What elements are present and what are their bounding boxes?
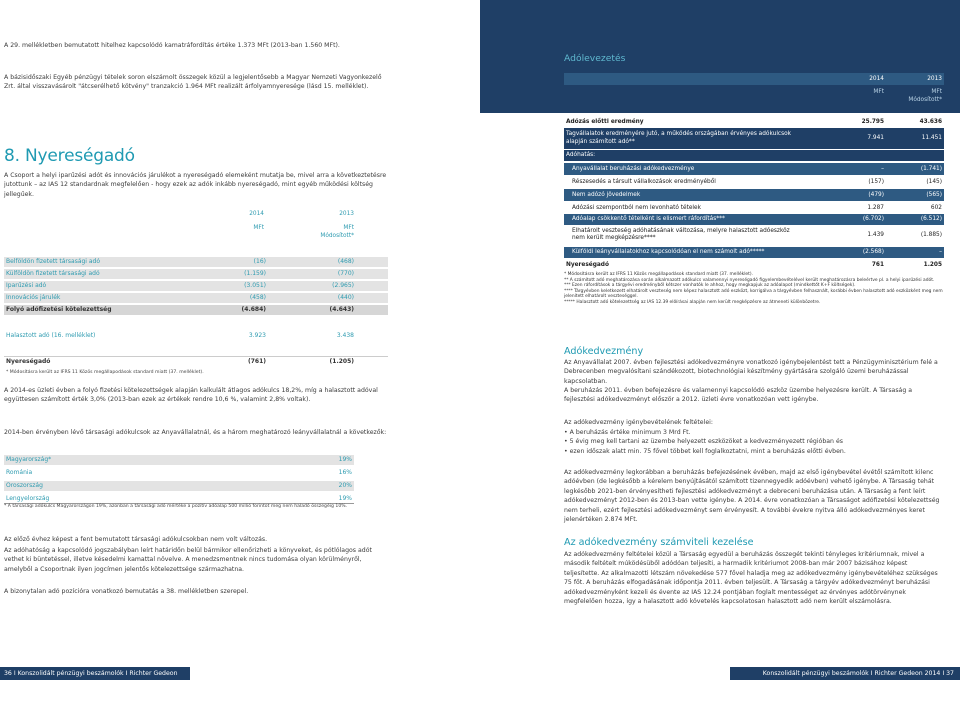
tax-col2-year: 2013: [339, 211, 354, 217]
reconciliation-title: Adólevezetés: [564, 53, 626, 64]
list-item: • ezen időszak alatt min. 75 fővel többet kell foglalkoztatni, mint a beruházás előtti évben.: [564, 447, 846, 455]
table-row-total: Folyó adófizetési kötelezettség (4.684) (4.643): [4, 305, 388, 315]
accounting-paragraph: Az adókedvezmény feltételei közül a Társaság egyedül a beruházás összegét tekinti tényleges kritériumnak, mivel a második feltételt múködésüből adódóan teljesíti, a harmadik kritériumot 2008-ban már 2007 bázisához képest teljesítette. Az alkalmazotti létszám növekedése 577 fővel haladja meg az adókedvezmény igénybevételéhez szükséges 75 főt. A beruházás elfogadásának időpontja 2011. évben teljesült. A Társaság a tárgyév adókedvezményt beruházási adókedvezményként kezeli és évente az IAS 12.24 pontjában foglalt mentességet az érvényes adótörvénynek megfelelően hozza, így a halasztott adó követelés kapcsolatosan halasztott adó nem került elszámolásra.: [564, 551, 938, 606]
table-row: Adóalap csökkentő tételként is elismert ráfordítás*** (6.702) (6.512): [564, 214, 944, 225]
tax-col1-year: 2014: [249, 211, 264, 217]
recon-note: * Módosításra került az IFRS 11 Közös megállapodások standard miatt (37. melléklet).: [564, 272, 753, 277]
tax-col2-note: Módosított*: [320, 233, 354, 239]
accounting-heading: Az adókedvezmény számviteli kezelése: [564, 537, 754, 548]
tax-credit-p1: Az Anyavállalat 2007. évben fejlesztési adókedvezményre vonatkozó igénybejelentést tett a Pénzügyminisztérium felé a Debrecenben megvalósítani szándékozott, biotechnológiai készítmény gyártására szolgáló üzemi beruházással kapcsolatban.: [564, 359, 938, 385]
table-row: Adózási szempontból nem levonható tételek 1.287 602: [564, 203, 944, 213]
left-footer: 36 I Konszolidált pénzügyi beszámolók I Richter Gedeon 2014: [0, 667, 190, 680]
table-row: Részesedés a társult vállalkozások eredményéből (157) (145): [564, 177, 944, 187]
tax-table: [4, 210, 388, 390]
recon-note: ** A számított adó meghatározása során alkalmazott adókulcs valamennyi nyereségadó figyelembevételével került meghatározásra beleértve pl. a helyi iparűzési adót.: [564, 277, 935, 283]
table-row: Elhatárolt veszteség adóhatásának változása, melyre halasztott adóeszköz nem került megképzésre**** 1.439 (1.885): [564, 226, 944, 245]
recon-note: ***** Halasztott adó kötelezettség az IAS 12.39 előírásai alapján nem került megképzésre az átmeneti különbözetre.: [564, 299, 821, 305]
recon-note: **** Tárgyévben keletkezett elhatárolt veszteség nem képez halasztott adó eszközt, korrigálva a tárgyévben felhasznált, korábbi évben halasztott adó eszközként meg nem jelenített elhatárolt veszteséggel.: [564, 288, 943, 300]
table-row: Románia 16%: [6, 469, 352, 476]
intro-paragraph-1: A 29. mellékletben bemutatott hitelhez kapcsolódó kamatráfordítás értéke 1.373 MFt (2013-ban 1.560 MFt).: [4, 42, 340, 49]
tax-credit-p4: Az adókedvezmény legkorábban a beruházás befejezésének évében, majd az első igénybevétel évétől számított kilenc adóévben (de legkésőbb a kérelem benyújtásától számított tizennegyedik adóévben) vehető igénybe. A Társaság tehát legkésőbb 2021-ben érvényesítheti fejlesztési adókedvezményt a debreceni beruházása után. A Társaság a fent leírt adókedvezményt 2012-ben és 2013-ban vette igénybe. A 2014. évre vonatkozóan a Társaságot adófizetési kötelezettség nem terheli, ezért fejlesztési adókedvezményt sem érvényesít. A további évekre nyitva álló adókedvezményes keret jelenértéken 2.874 MFt.: [564, 469, 940, 524]
right-footer: Konszolidált pénzügyi beszámolók I Richter Gedeon 2014 I 37: [730, 667, 960, 680]
end-paragraph-2: Az adóhatóság a kapcsolódó jogszabályban leírt határidőn belül bármikor ellenőrizheti a könyveket, és pótlólagos adót vethet ki büntetéssel, illetve késedelmi kamattal növelve. A menedzsmentnek nincs tudomása olyan körülményről, amelyből a Csoportnak ilyen jogcímen jelentős kötelezettsége származhatna.: [4, 547, 372, 573]
table-row: Adózás előtti eredmény 25.795 43.636: [566, 119, 942, 125]
recon-note: *** Ezen ráfordítások a tárgyévi eredményből kétszer vonhatók le ahhoz, hogy megkapjuk az adóalapot (mindkettőt K+F költségek).: [564, 283, 856, 289]
table-row: Magyarország* 19%: [6, 456, 352, 463]
tax-credit-heading: Adókedvezmény: [564, 346, 644, 357]
table-row: Belföldön fizetett társasági adó (16) (468): [4, 257, 388, 267]
table-row: Adóhatás:: [564, 150, 944, 161]
table-row: Innovációs járulék (458) (440): [4, 293, 388, 303]
rate-paragraph: A 2014-es üzleti évben a folyó fizetési kötelezettségek alapján kalkulált átlagos adókulcs 18,2%, míg a halasztott adóval együttesen számított érték 3,0% (2013-ban ezek az értékek rendre 10,6 %, valamint 2,8% voltak).: [4, 387, 378, 404]
table-row: Külföldön fizetett társasági adó (1.159) (770): [4, 269, 388, 279]
header-band: [480, 0, 960, 113]
section-paragraph: A Csoport a helyi iparűzési adót és innovációs járulékot a nyereségadó elemeként mutatja be, mivel arra a következtetésre jutottunk – az IAS 12 standardnak megfelelően - hogy ezek az adók inkább nyereségadó, mint egyéb működési költség jellegűek.: [4, 172, 387, 198]
tax-credit-p3: Az adókedvezmény igénybevételének feltételei:: [564, 419, 713, 426]
table-row-result: Nyereségadó 761 1.205: [566, 262, 942, 268]
table-row: Anyavállalat beruházási adókedvezménye – (1.741): [564, 163, 944, 175]
end-paragraph-1: Az előző évhez képest a fent bemutatott társasági adókulcsokban nem volt változás.: [4, 536, 268, 543]
tax-table-footnote: * Módosításra került az IFRS 11 Közös megállapodások standard miatt (37. melléklet).: [6, 370, 204, 375]
intro-paragraph-2: A bázisidőszaki Egyéb pénzügyi tételek soron elszámolt összegek közül a legjelentősebb a Magyar Nemzeti Vagyonkezelő Zrt. által visszavásárolt "átcserélhető kötvény" tranzakció 1.964 MFt realizált árfolyamnyeresége (lásd 15. melléklet).: [4, 74, 382, 91]
table-row: Lengyelország 19%: [6, 495, 352, 502]
end-paragraph-3: A bizonytalan adó pozícióra vonatkozó bemutatás a 38. mellékletben szerepel.: [4, 588, 249, 595]
recon-notes: [564, 272, 944, 306]
right-page: Adólevezetés 2014 2013 MFt MFt Módosított* Adózás előtti eredmény 25.795 43.636 Tagvállalatok eredményére jutó, a működés országában érvényes adókulcsok alapján számított adó** 7.941 11.451 Adóhatás: Anyavállalat beruházási adókedvezménye – (1.741) Részesedés a társult vállalkozások eredményéből (157) (145) Nem adózó jövedelmek (479) (565) Adózási szempontból nem levonható tételek 1.287 602 Adóalap csökkentő tételként is elismert ráfordítás*** (6.702) (6.512) Elhatárolt veszteség adóhatásának változása, melyre halasztott adóeszköz nem került megképzésre**** 1.439 (1.885) Külföldi leányvállalatokhoz kapcsolódóan el nem számolt adó***** (2.568) – Nyereségadó 761 1.205 * Módosításra került az IFRS 11 Közös megállapodások standard miatt (37. melléklet). ** A számított adó meghatározása során alkalmazott adókulcs valamennyi nyereségadó figyelembevételével került meghatározásra beleértve pl. a helyi iparűzési adót. *** Ezen ráfordítások a tárgyévi eredményből kétszer vonhatók le ahhoz, hogy megkapjuk az adóalapot (mindkettőt K+F költségek). **** Tárgyévben keletkezett elhatárolt veszteség nem képez halasztott adó eszközt, korrigálva a tárgyévben felhasznált, korábbi évben halasztott adó eszközként meg nem jelenített elhatárolt veszteséggel. ***** Halasztott adó kötelezettség az IAS 12.39 előírásai alapján nem került megképzésre az átmeneti különbözetre. Adókedvezmény Az Anyavállalat 2007. évben fejlesztési adókedvezményre vonatkozó igénybejelentést tett a Pénzügyminisztérium felé a Debrecenben megvalósítani szándékozott, biotechnológiai készítmény gyártására szolgáló üzemi beruházással kapcsolatban. A beruházás 2011. évben befejezésre és valamennyi kapcsolódó eszköz üzembe helyezésre került. A Társaság a fejlesztési adókedvezményt először a 2012. üzleti évre vonatkozóan vett igénybe. Az adókedvezmény igénybevételének feltételei: • A beruházás értéke minimum 3 Mrd Ft. • 5 évig meg kell tartani az üzembe helyezett eszközöket a kedvezményezett régióban és • ezen időszak alatt min. 75 fővel többet kell foglalkoztatni, mint a beruházás előtti évben. Az adókedvezmény legkorábban a beruházás befejezésének évében, majd az első igénybevétel évétől számított kilenc adóévben (de legkésőbb a kérelem benyújtásától számított tizennegyedik adóévben) vehető igénybe. A Társaság tehát legkésőbb 2021-ben érvényesítheti fejlesztési adókedvezményt a debreceni beruházása után. A Társaság a fent leírt adókedvezményt 2012-ben és 2013-ban vette igénybe. A 2014. évre vonatkozóan a Társaságot adófizetési kötelezettség nem terheli, ezért fejlesztési adókedvezményt sem érvényesít. A további évekre nyitva álló adókedvezményes keret jelenértéken 2.874 MFt. Az adókedvezmény számviteli kezelése Az adókedvezmény feltételei közül a Társaság egyedül a beruházás összegét tekinti tényleges kritériumnak, mivel a második feltételt múködésüből adódóan teljesíti, a harmadik kritériumot 2008-ban már 2007 bázisához képest teljesítette. Az alkalmazotti létszám növekedése 577 fővel haladja meg az adókedvezmény igénybevételéhez szükséges 75 főt. A beruházás elfogadásának időpontja 2011. évben teljesült. A Társaság a tárgyév adókedvezményt beruházási adókedvezményként kezeli és évente az IAS 12.24 pontjában foglalt mentességet az érvényes adótörvénynek megfelelően hozza, így a halasztott adó követelés kapcsolatosan halasztott adó nem került elszámolásra. Konszolidált pénzügyi beszámolók I Richter Gedeon 2014 I 37: [480, 0, 960, 706]
tax-credit-p2: A beruházás 2011. évben befejezésre és valamennyi kapcsolódó eszköz üzembe helyezésre került. A Társaság a fejlesztési adókedvezményt először a 2012. üzleti évre vonatkozóan vett igénybe.: [564, 387, 913, 404]
table-row: Tagvállalatok eredményére jutó, a működés országában érvényes adókulcsok alapján számított adó** 7.941 11.451: [564, 128, 944, 149]
list-item: • A beruházás értéke minimum 3 Mrd Ft.: [564, 429, 691, 436]
tax-credit-conditions: [564, 428, 944, 456]
table-row: Külföldi leányvállalatokhoz kapcsolódóan el nem számolt adó***** (2.568) –: [564, 247, 944, 258]
table-row: Nem adózó jövedelmek (479) (565): [564, 189, 944, 201]
table-row-result: Nyereségadó (761) (1.205): [4, 356, 388, 366]
countries-paragraph: 2014-ben érvényben lévő társasági adókulcsok az Anyavállalatnál, és a három meghatározó leányvállalatnál a következők:: [4, 429, 387, 436]
list-item: • 5 évig meg kell tartani az üzembe helyezett eszközöket a kedvezményezett régióban és: [564, 438, 843, 446]
recon-header-years: 2014 2013: [564, 73, 944, 85]
country-table-note: * A társasági adókulcs Magyarországon 19%, azonban a társasági adó mértéke a pozitív adóalap 500 millió forintot meg nem haladó összegéig 10%.: [4, 504, 348, 509]
tax-col1-unit: MFt: [253, 225, 264, 231]
tax-col2-unit: MFt: [343, 225, 354, 231]
country-rate-table: [4, 455, 354, 525]
section-title: 8. Nyereségadó: [4, 146, 135, 166]
table-row: Iparűzési adó (3.051) (2.965): [4, 281, 388, 291]
table-row: Halasztott adó (16. melléklet) 3.923 3.438: [6, 332, 354, 339]
table-row: Oroszország 20%: [6, 482, 352, 489]
